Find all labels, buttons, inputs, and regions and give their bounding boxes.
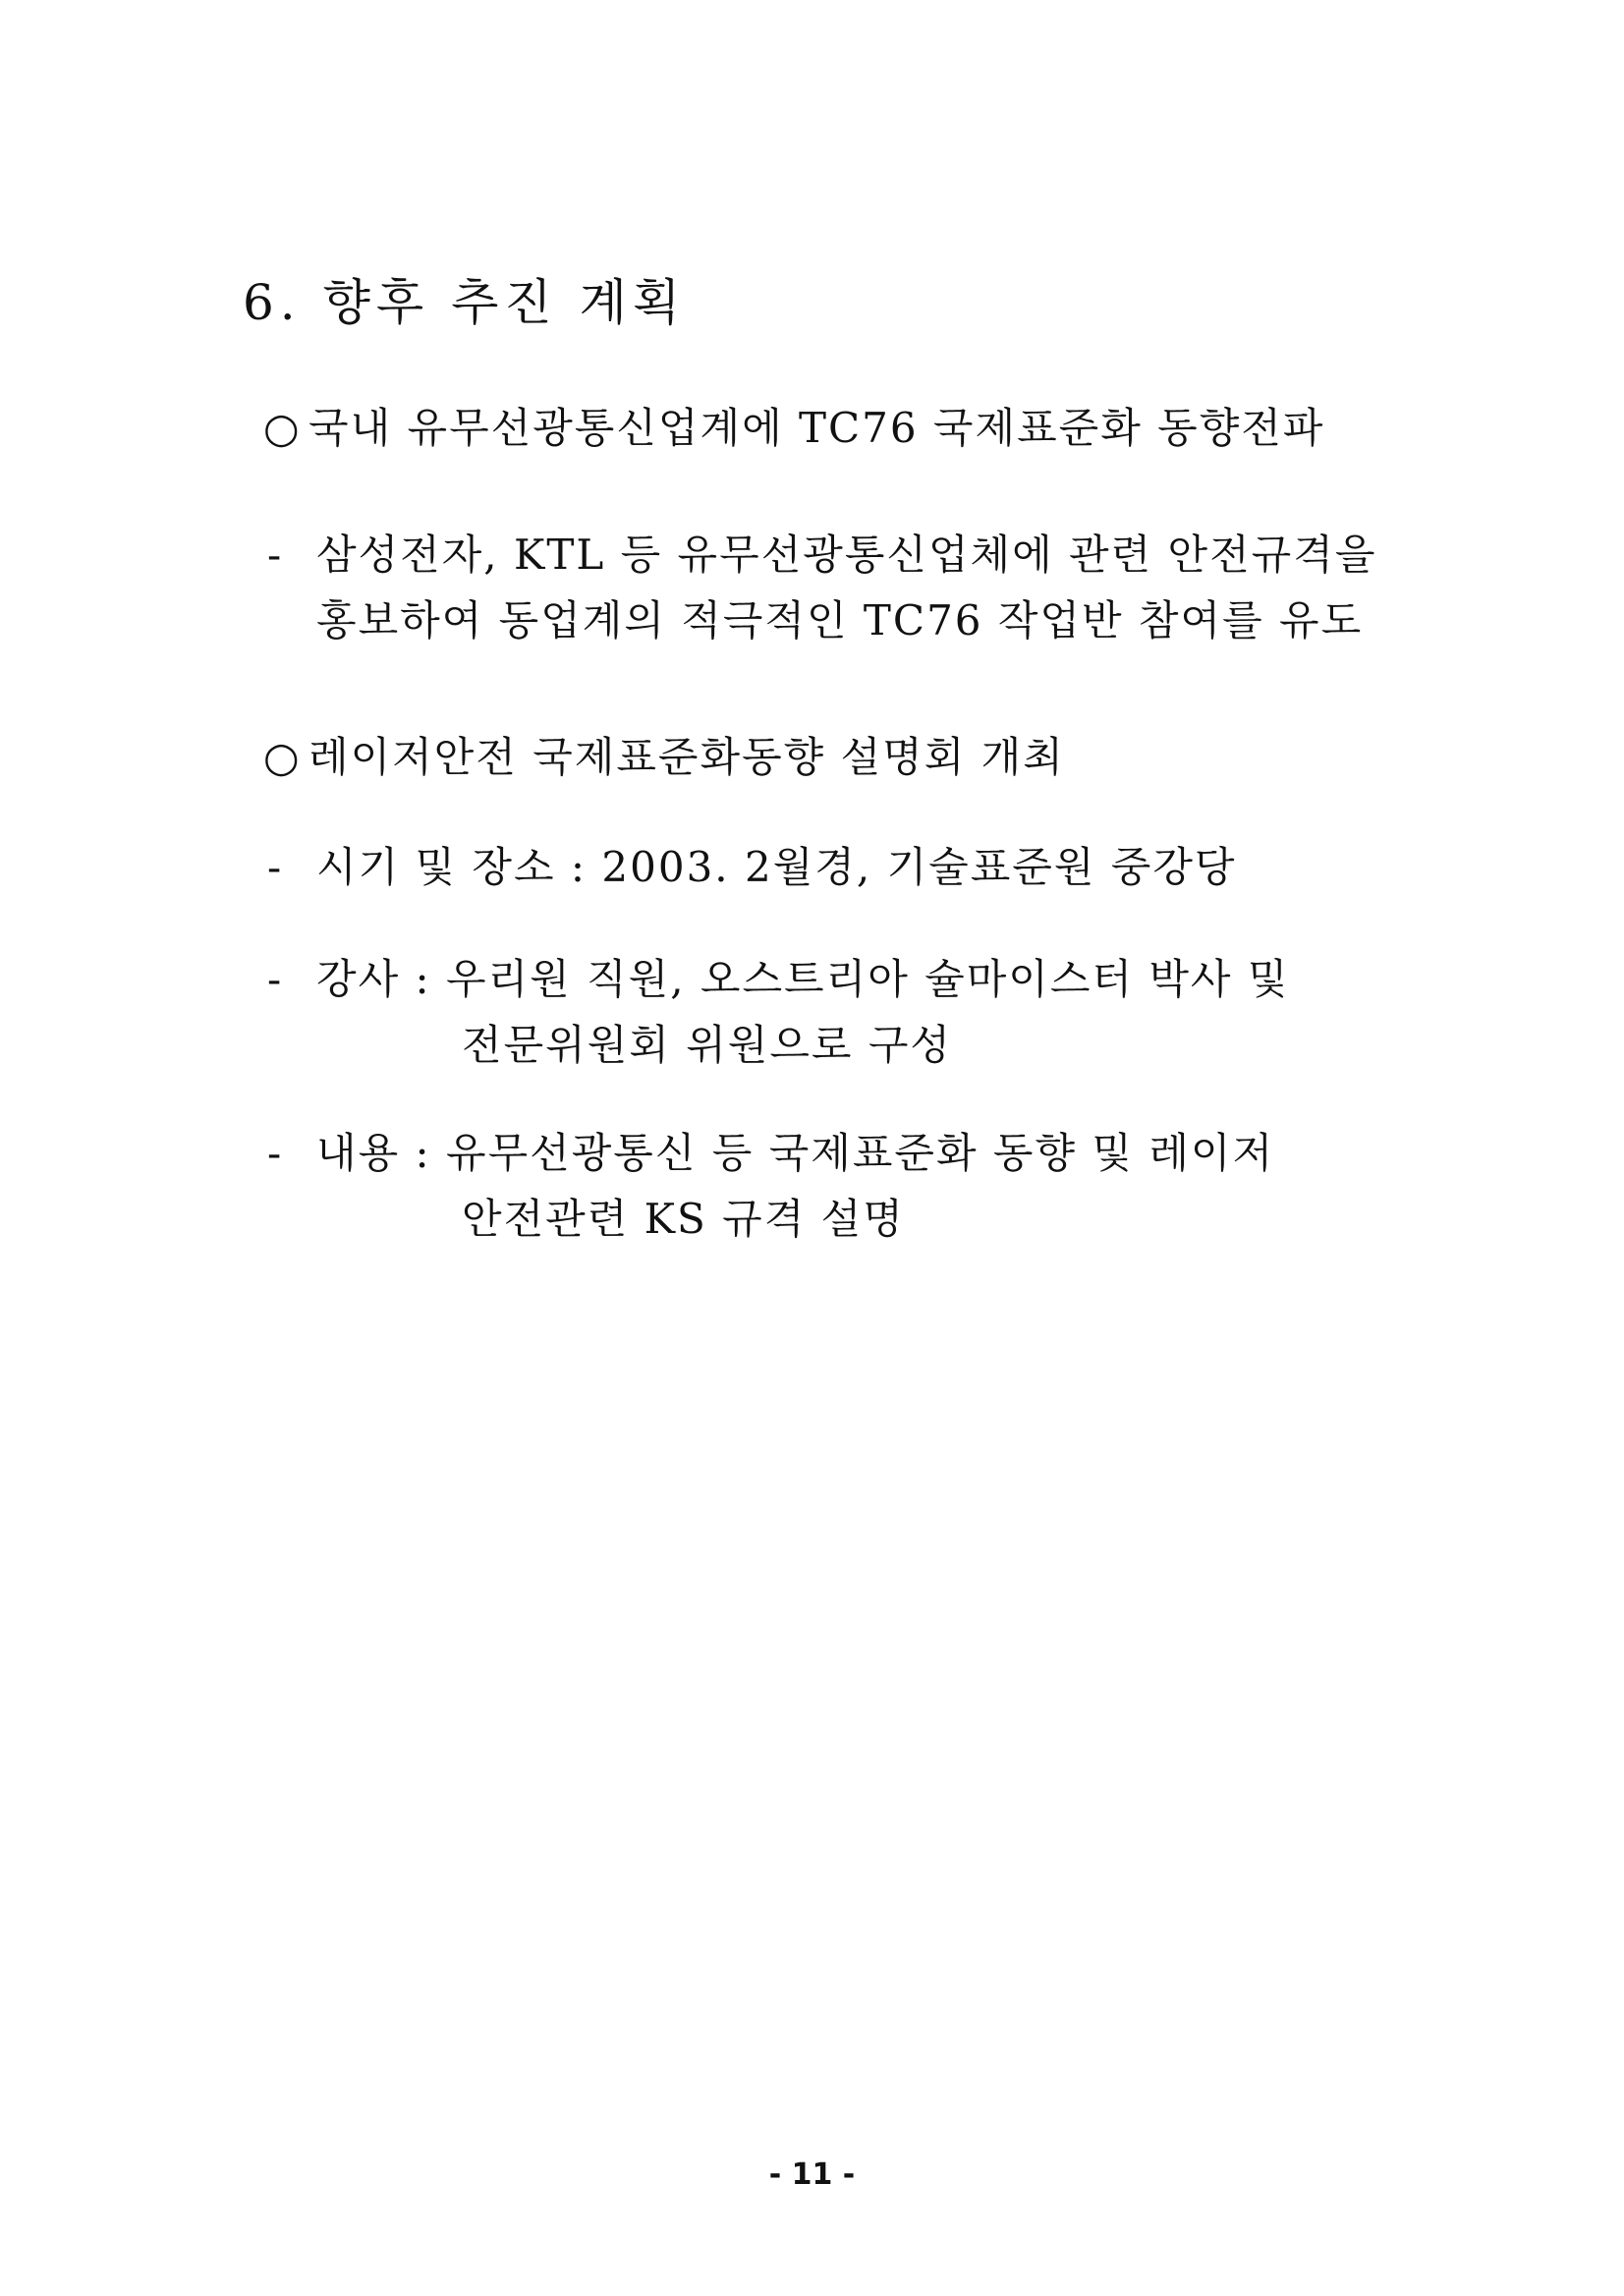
dash-text: 시기 및 장소 : 2003. 2월경, 기술표준원 중강당 [316,843,1237,891]
dash-item-schedule [267,843,1237,891]
dash-item-lecturers [267,955,1290,1003]
dash-bullet-icon: - [267,531,284,579]
dash-text-line1: 내용 : 유무선광통신 등 국제표준화 동향 및 레이저 [316,1129,1275,1177]
bullet-item-dissemination [263,404,1325,452]
bullet-text: 국내 유무선광통신업계에 TC76 국제표준화 동향전파 [308,404,1325,452]
section-title: 6. 향후 추진 계획 [243,274,687,331]
circle-bullet-icon: ○ [263,733,302,781]
bullet-item-seminar [263,733,1065,781]
dash-item-lecturers-line2: 전문위원회 위원으로 구성 [462,1021,952,1069]
bullet-text: 레이저안전 국제표준화동향 설명회 개최 [308,733,1065,781]
dash-item-content [267,1129,1275,1177]
dash-item-content-line2: 안전관련 KS 규격 설명 [462,1195,905,1243]
dash-text-line1: 강사 : 우리원 직원, 오스트리아 슐마이스터 박사 및 [316,955,1290,1003]
dash-bullet-icon: - [267,843,284,891]
dash-bullet-icon: - [267,1129,284,1177]
dash-item-promotion [267,531,1377,579]
circle-bullet-icon: ○ [263,404,302,452]
dash-bullet-icon: - [267,955,284,1003]
page-number: - 11 - [768,2157,856,2192]
dash-text-line1: 삼성전자, KTL 등 유무선광통신업체에 관련 안전규격을 [316,531,1377,579]
dash-item-promotion-line2: 홍보하여 동업계의 적극적인 TC76 작업반 참여를 유도 [316,596,1364,644]
